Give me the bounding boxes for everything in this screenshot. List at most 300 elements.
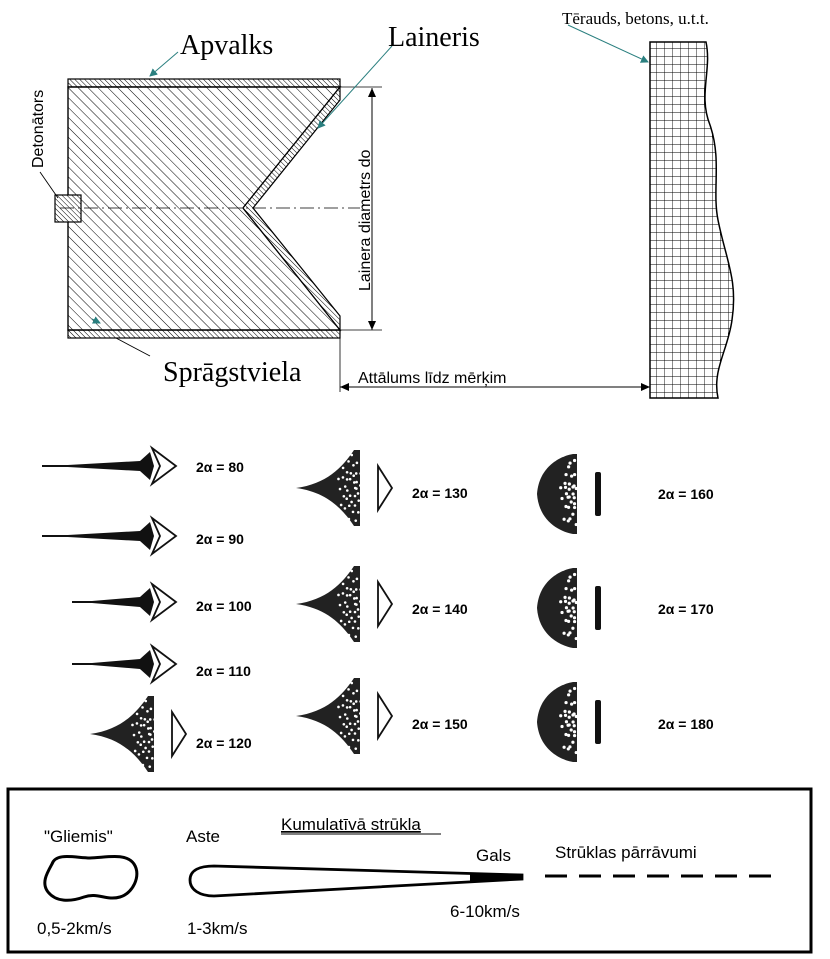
jet-particle [157, 724, 160, 727]
jet-variants-section [42, 448, 714, 772]
jet-particle [138, 753, 141, 756]
detonator-leader [40, 172, 58, 198]
jet-particle [361, 491, 364, 494]
target-label: Tērauds, betons, u.t.t. [562, 9, 709, 28]
jet-particle [577, 497, 580, 500]
jet-particle [578, 477, 581, 480]
jet-particle [344, 507, 347, 510]
jet-particle [142, 750, 145, 753]
jet-particle [571, 713, 574, 716]
cone-angle-label: 2α = 120 [196, 735, 252, 751]
jet-particle [362, 732, 365, 735]
jet-particle [344, 601, 347, 604]
jet-particle [577, 621, 580, 624]
jet-particle [568, 723, 571, 726]
jet-particle [349, 494, 352, 497]
liner-remnant [378, 466, 392, 510]
target-leader [568, 25, 648, 62]
jet-particle [354, 495, 357, 498]
cone-angle-label: 2α = 150 [412, 716, 468, 732]
jet-particle [578, 705, 581, 708]
jet-particle [350, 454, 353, 457]
jet-particle [362, 504, 365, 507]
jet-particle [353, 481, 356, 484]
jet-particle [573, 724, 576, 727]
jet-particle [571, 599, 574, 602]
slug-speed-label: 0,5-2km/s [37, 919, 112, 938]
jet-particle [573, 616, 576, 619]
jet-particle [577, 507, 580, 510]
liner-remnant [378, 582, 392, 626]
jet-particle [564, 701, 567, 704]
jet-particle [350, 729, 353, 732]
liner-remnant [172, 712, 186, 756]
jet-particle [581, 601, 584, 604]
jet-particle [354, 519, 357, 522]
jet-particle [357, 608, 360, 611]
jet-particle [352, 739, 355, 742]
tip-speed-label: 6-10km/s [450, 902, 520, 921]
jet-particle [568, 517, 571, 520]
jet-particle [151, 745, 154, 748]
jet-fan [296, 450, 360, 526]
jet-particle [353, 709, 356, 712]
jet-particle [347, 576, 350, 579]
jet-particle [565, 720, 568, 723]
jet-particle [342, 592, 345, 595]
jet-particle [573, 610, 576, 613]
jet-particle [354, 723, 357, 726]
jet-particle [350, 682, 353, 685]
cone-angle-label: 2α = 90 [196, 531, 244, 547]
jet-particle [153, 730, 156, 733]
liner-remnant [378, 694, 392, 738]
jet-particle [337, 706, 340, 709]
liner-remnant [152, 646, 176, 682]
explosive-leader [116, 338, 150, 356]
jet-particle [354, 747, 357, 750]
jet-particle [568, 716, 571, 719]
jet-particle [140, 735, 143, 738]
casing-label: Apvalks [180, 30, 274, 61]
cone-angle-label: 2α = 170 [658, 601, 714, 617]
jet-variant [90, 696, 252, 772]
jet-variant [296, 566, 468, 642]
jet-particle [363, 706, 366, 709]
slug-shape [45, 857, 137, 901]
casing-top [68, 79, 340, 87]
jet-particle [348, 620, 351, 623]
jet-particle [344, 485, 347, 488]
jet-particle [355, 472, 358, 475]
jet-particle [143, 740, 146, 743]
jet-particle [560, 725, 563, 728]
jet-particle [363, 594, 366, 597]
jet-particle [342, 467, 345, 470]
jet-particle [348, 634, 351, 637]
jet-particle [359, 700, 362, 703]
jet-particle [346, 594, 349, 597]
jet-particle [564, 505, 567, 508]
jet-variant [537, 454, 714, 534]
jet-particle [571, 627, 574, 630]
slug-label: "Gliemis" [44, 827, 113, 846]
jet-particle [572, 492, 575, 495]
jet-particle [567, 693, 570, 696]
liner-remnant [152, 518, 176, 554]
liner-remnant [152, 448, 176, 484]
jet-particle [346, 605, 349, 608]
jet-particle [348, 746, 351, 749]
jet-particle [573, 620, 576, 623]
jet-particle [349, 722, 352, 725]
jet-fan [296, 678, 360, 754]
jet-parts-section [8, 789, 811, 952]
casing-leader [150, 52, 178, 76]
liner-remnant [595, 586, 601, 630]
jet-particle [570, 588, 573, 591]
cone-angle-label: 2α = 130 [412, 485, 468, 501]
jet-particle [156, 750, 159, 753]
jet-particle [151, 757, 154, 760]
shaped-charge-section [30, 9, 734, 398]
jet-particle [155, 737, 158, 740]
jet-particle [349, 478, 352, 481]
jet-particle [564, 486, 567, 489]
cone-angle-label: 2α = 80 [196, 459, 244, 475]
jet-particle [153, 718, 156, 721]
jet-particle [140, 724, 143, 727]
jet-particle [571, 485, 574, 488]
jet-particle [359, 600, 362, 603]
jet-particle [568, 576, 571, 579]
jet-particle [148, 765, 151, 768]
jet-particle [575, 523, 578, 526]
jet-particle [343, 495, 346, 498]
jet-particle [344, 735, 347, 738]
jet-particle [140, 717, 143, 720]
jet-particle [347, 688, 350, 691]
jet-particle [348, 518, 351, 521]
jet-particle [568, 596, 571, 599]
jet-particle [567, 579, 570, 582]
jet-particle [350, 617, 353, 620]
jet-particle [573, 459, 576, 462]
jet-particle [352, 464, 355, 467]
jet-particle [362, 620, 365, 623]
jet-particle [359, 712, 362, 715]
jet-particle [339, 604, 342, 607]
jet-particle [563, 596, 566, 599]
jet-particle [575, 637, 578, 640]
cone-angle-label: 2α = 180 [658, 716, 714, 732]
jet-particle [352, 702, 355, 705]
jet-particle [573, 734, 576, 737]
jet-particle [148, 750, 151, 753]
jet-variant [296, 450, 468, 526]
jet-particle [565, 492, 568, 495]
jet-particle [575, 751, 578, 754]
jet-particle [137, 741, 140, 744]
jet-particle [344, 623, 347, 626]
jet-particle [357, 615, 360, 618]
jet-particle [346, 717, 349, 720]
jet-particle [573, 506, 576, 509]
jet-particle [136, 722, 139, 725]
jet-particle [150, 708, 153, 711]
explosive-label: Sprāgstviela [163, 357, 302, 388]
jet-dome [537, 568, 577, 648]
jet-particle [345, 497, 348, 500]
jet-particle [340, 620, 343, 623]
cone-angle-label: 2α = 160 [658, 486, 714, 502]
liner-remnant [152, 584, 176, 620]
explosive-fill [68, 87, 340, 330]
jet-shape [190, 866, 522, 896]
jet-particle [352, 511, 355, 514]
jet-particle [149, 727, 152, 730]
liner-remnant [595, 700, 601, 744]
jet-particle [567, 465, 570, 468]
jet-particle [339, 488, 342, 491]
jet-particle [354, 611, 357, 614]
jet-particle [357, 720, 360, 723]
jet-particle [568, 602, 571, 605]
jet-fan [296, 566, 360, 642]
jet-particle [573, 701, 576, 704]
jet-particle [577, 611, 580, 614]
jet-particle [354, 635, 357, 638]
jet-particle [355, 715, 358, 718]
jet-particle [343, 723, 346, 726]
liner-label: Laineris [388, 22, 480, 53]
jet-particle [149, 718, 152, 721]
jet-particle [359, 588, 362, 591]
jet-particle [339, 716, 342, 719]
jet-dome [537, 454, 577, 534]
jet-particle [573, 730, 576, 733]
jet-particle [560, 611, 563, 614]
jet-particle [134, 750, 137, 753]
jet-particle [347, 460, 350, 463]
jet-particle [348, 504, 351, 507]
jet-particle [350, 700, 353, 703]
jet-particle [577, 725, 580, 728]
liner-remnant [595, 472, 601, 516]
jet-particle [342, 695, 345, 698]
jet-particle [354, 620, 357, 623]
jet-particle [346, 587, 349, 590]
jet-particle [357, 492, 360, 495]
jet-particle [560, 497, 563, 500]
jet-particle [568, 462, 571, 465]
casing-bottom [68, 330, 340, 338]
standoff-arrow-left [340, 383, 349, 391]
jet-particle [572, 606, 575, 609]
jet-particle [559, 600, 562, 603]
jet-particle [350, 472, 353, 475]
jet-particle [352, 692, 355, 695]
jet-label: Kumulatīvā strūkla [281, 815, 421, 834]
jet-particle [573, 496, 576, 499]
detonator-block [55, 195, 81, 222]
tail-speed-label: 1-3km/s [187, 919, 248, 938]
jet-particle [346, 699, 349, 702]
jet-particle [350, 501, 353, 504]
jet-particle [151, 738, 154, 741]
jet-particle [563, 482, 566, 485]
jet-particle [348, 732, 351, 735]
jet-particle [563, 632, 566, 635]
jet-particle [131, 724, 134, 727]
jet-fan [90, 696, 154, 772]
jet-particle [570, 728, 573, 731]
jet-particle [568, 710, 571, 713]
jet-particle [144, 700, 147, 703]
jet-particle [352, 590, 355, 593]
jet-variant [72, 584, 252, 620]
jet-particle [575, 601, 578, 604]
jet-particle [571, 513, 574, 516]
jet-particle [146, 720, 149, 723]
jet-particle [146, 757, 149, 760]
jet-particle [563, 746, 566, 749]
jet-particle [568, 482, 571, 485]
jet-particle [337, 478, 340, 481]
jet-particle [573, 473, 576, 476]
jet-particle [355, 603, 358, 606]
jet-particle [559, 486, 562, 489]
liner-diameter-label: Lainera diametrs do [357, 149, 374, 291]
jet-particle [357, 511, 360, 514]
jet-particle [355, 481, 358, 484]
jet-variant [296, 678, 468, 754]
jet-particle [346, 471, 349, 474]
jet-particle [350, 588, 353, 591]
dim-arrow-top [368, 88, 376, 97]
jet-particle [573, 502, 576, 505]
jet-variant [537, 682, 714, 762]
jet-particle [357, 727, 360, 730]
dim-arrow-bottom [368, 321, 376, 330]
jet-particle [572, 720, 575, 723]
jet-dome [537, 682, 577, 762]
jet-particle [149, 733, 152, 736]
jet-particle [146, 710, 149, 713]
jet-particle [356, 578, 359, 581]
jet-particle [354, 504, 357, 507]
jet-particle [346, 489, 349, 492]
jet-particle [571, 741, 574, 744]
jet-particle [570, 614, 573, 617]
jet-particle [357, 627, 360, 630]
jet-variant [537, 568, 714, 648]
jet-variant [42, 448, 244, 484]
jet-particle [349, 706, 352, 709]
jet-particle [564, 473, 567, 476]
jet-particle [564, 587, 567, 590]
jet-particle [564, 733, 567, 736]
jet-particle [142, 764, 145, 767]
jet-particle [570, 474, 573, 477]
jet-particle [352, 627, 355, 630]
jet-particle [344, 713, 347, 716]
jet-particle [563, 518, 566, 521]
jet-particle [559, 714, 562, 717]
jet-particle [570, 702, 573, 705]
jet-particle [346, 478, 349, 481]
jet-particle [357, 499, 360, 502]
jet-particle [343, 611, 346, 614]
jet-particle [581, 715, 584, 718]
jet-particle [357, 739, 360, 742]
jet-particle [342, 583, 345, 586]
jet-particle [147, 727, 150, 730]
jet-particle [570, 500, 573, 503]
jet-particle [573, 573, 576, 576]
jet-particle [144, 747, 147, 750]
jet-particle [342, 476, 345, 479]
jet-particle [363, 478, 366, 481]
jet-particle [564, 600, 567, 603]
jet-particle [139, 743, 142, 746]
jet-particle [340, 732, 343, 735]
standoff-label: Attālums līdz mērķim [358, 370, 507, 387]
breakup-label: Strūklas pārrāvumi [555, 843, 697, 862]
jet-particle [356, 462, 359, 465]
jet-particle [573, 587, 576, 590]
jet-particle [349, 610, 352, 613]
jet-particle [138, 731, 141, 734]
jet-particle [361, 607, 364, 610]
jet-particle [352, 474, 355, 477]
jet-particle [565, 606, 568, 609]
jet-particle [144, 718, 147, 721]
tail-label: Aste [186, 827, 221, 846]
jet-particle [568, 488, 571, 491]
jet-particle [355, 597, 358, 600]
cone-angle-label: 2α = 110 [196, 663, 251, 679]
jet-particle [349, 594, 352, 597]
cone-angle-label: 2α = 100 [196, 598, 252, 614]
jet-particle [355, 700, 358, 703]
jet-particle [345, 725, 348, 728]
jet-particle [356, 690, 359, 693]
jet-particle [575, 487, 578, 490]
tip-label: Gals [476, 846, 511, 865]
standoff-arrow-right [641, 383, 650, 391]
jet-particle [563, 710, 566, 713]
cone-angle-label: 2α = 140 [412, 601, 468, 617]
jet-particle [346, 706, 349, 709]
jet-particle [573, 687, 576, 690]
jet-particle [578, 591, 581, 594]
jet-particle [133, 734, 136, 737]
jet-particle [353, 597, 356, 600]
jet-particle [350, 570, 353, 573]
jet-particle [361, 719, 364, 722]
jet-particle [568, 495, 571, 498]
detonator-label: Detonātors [30, 89, 47, 168]
jet-variant [72, 646, 251, 682]
jet-particle [564, 714, 567, 717]
jet-particle [359, 472, 362, 475]
jet-variant [42, 518, 244, 554]
jet-particle [340, 504, 343, 507]
jet-particle [141, 706, 144, 709]
jet-particle [345, 613, 348, 616]
jet-particle [337, 594, 340, 597]
